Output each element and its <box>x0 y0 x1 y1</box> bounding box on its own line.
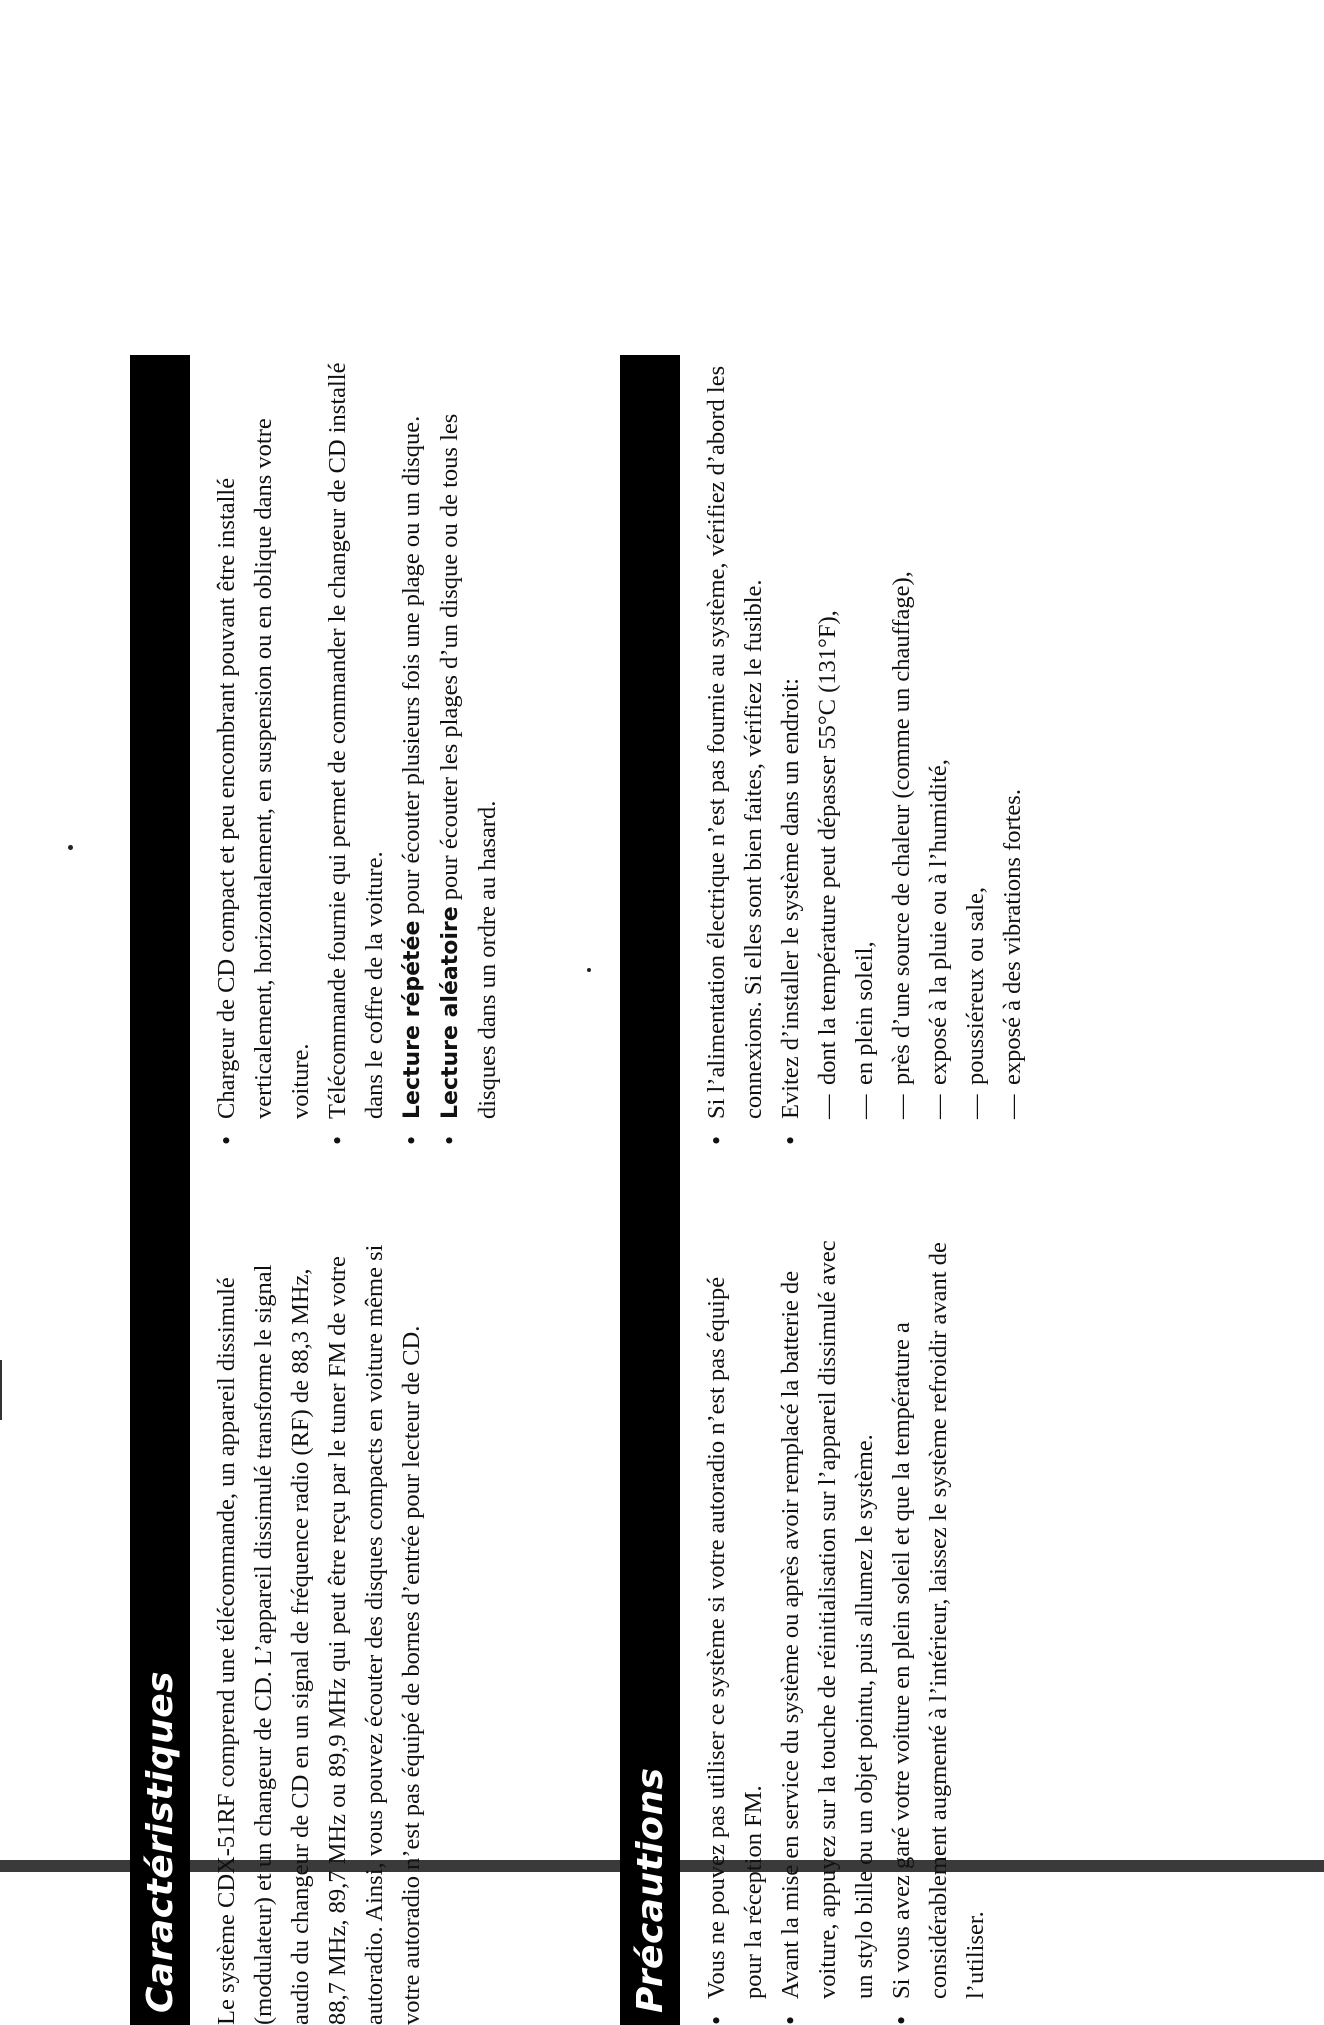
features-item-keyword: Lecture aléatoire <box>438 906 463 1119</box>
features-left-column <box>208 1235 506 2025</box>
rotated-page <box>130 355 1130 2025</box>
features-item-text: Télécommande fournie qui permet de commander le changeur de CD installé dans le coffre de la voiture. <box>324 362 388 1119</box>
location-item: — dont la température peut dépasser 55°C (131°F), <box>809 355 846 1119</box>
location-item: — poussiéreux ou sale, <box>957 355 994 1119</box>
location-list <box>809 355 1031 1119</box>
precautions-item <box>772 355 1031 1145</box>
features-item <box>431 355 506 1145</box>
precautions-right-column <box>698 355 1031 1145</box>
location-item: — près d’une source de chaleur (comme un chauffage), <box>883 355 920 1119</box>
features-right-column <box>208 355 506 1145</box>
features-item-text: pour écouter plusieurs fois une plage ou un disque. <box>398 415 425 921</box>
precautions-left-list <box>698 1235 994 2025</box>
precautions-item: • Si l’alimentation électrique n’est pas fournie au système, vérifiez d’abord les connexions. Si elles sont bien faites, vérifiez le fusible. <box>698 355 772 1145</box>
features-title: Caractéristiques <box>139 1670 181 2013</box>
features-list <box>208 355 506 1145</box>
features-item-text: pour écouter les plages d’un disque ou de tous les disques dans un ordre au hasard. <box>436 413 501 1119</box>
features-heading-bar <box>130 355 190 2025</box>
precautions-item: • Avant la mise en service du système ou après avoir remplacé la batterie de voiture, appuyez sur la touche de réinitialisation sur l’appareil dissimulé avec un stylo bille ou un objet pointu, puis allumez le système. <box>772 1235 883 2025</box>
precautions-item: • Si vous avez garé votre voiture en plein soleil et que la température a considérablement augmenté à l’intérieur, laissez le système refroidir avant de l’utiliser. <box>883 1235 994 2025</box>
features-item <box>319 355 393 1145</box>
precautions-columns <box>698 355 1031 2025</box>
precautions-left-column <box>698 1235 1031 2025</box>
precautions-section <box>620 355 1031 2025</box>
features-item <box>208 355 319 1145</box>
features-columns <box>208 355 506 2025</box>
precautions-title: Précautions <box>629 1767 671 2013</box>
precautions-item: • Vous ne pouvez pas utiliser ce système si votre autoradio n’est pas équipé pour la réception FM. <box>698 1235 772 2025</box>
location-item: — exposé à la pluie ou à l’humidité, <box>920 355 957 1119</box>
precautions-heading-bar <box>620 355 680 2025</box>
features-section <box>130 355 506 2025</box>
precautions-item-text: Evitez d’installer le système dans un endroit: <box>777 678 804 1119</box>
features-item <box>393 355 431 1145</box>
precautions-right-list <box>698 355 1031 1145</box>
location-item: — exposé à des vibrations fortes. <box>994 355 1031 1119</box>
features-intro: Le système CDX-51RF comprend une télécommande, un appareil dissimulé (modulateur) et un changeur de CD. L’appareil dissimulé transforme le signal audio du changeur de CD en un signal de fréquence radio (RF) de 88,3 MHz, 88,7 MHz, 89,7 MHz ou 89,9 MHz qui peut être reçu par le tuner FM de votre autoradio. Ainsi, vous pouvez écouter des disques compacts en voiture même si votre autoradio n’est pas équipé de bornes d’entrée pour lecteur de CD. <box>213 1244 425 2025</box>
features-item-keyword: Lecture répétée <box>400 920 425 1119</box>
scan-edge-left <box>0 1360 2 1420</box>
location-item: — en plein soleil, <box>846 355 883 1119</box>
features-item-text: Chargeur de CD compact et peu encombrant pouvant être installé verticalement, horizontalement, en suspension ou en oblique dans votre voiture. <box>213 418 314 1119</box>
scan-speck <box>68 845 73 850</box>
